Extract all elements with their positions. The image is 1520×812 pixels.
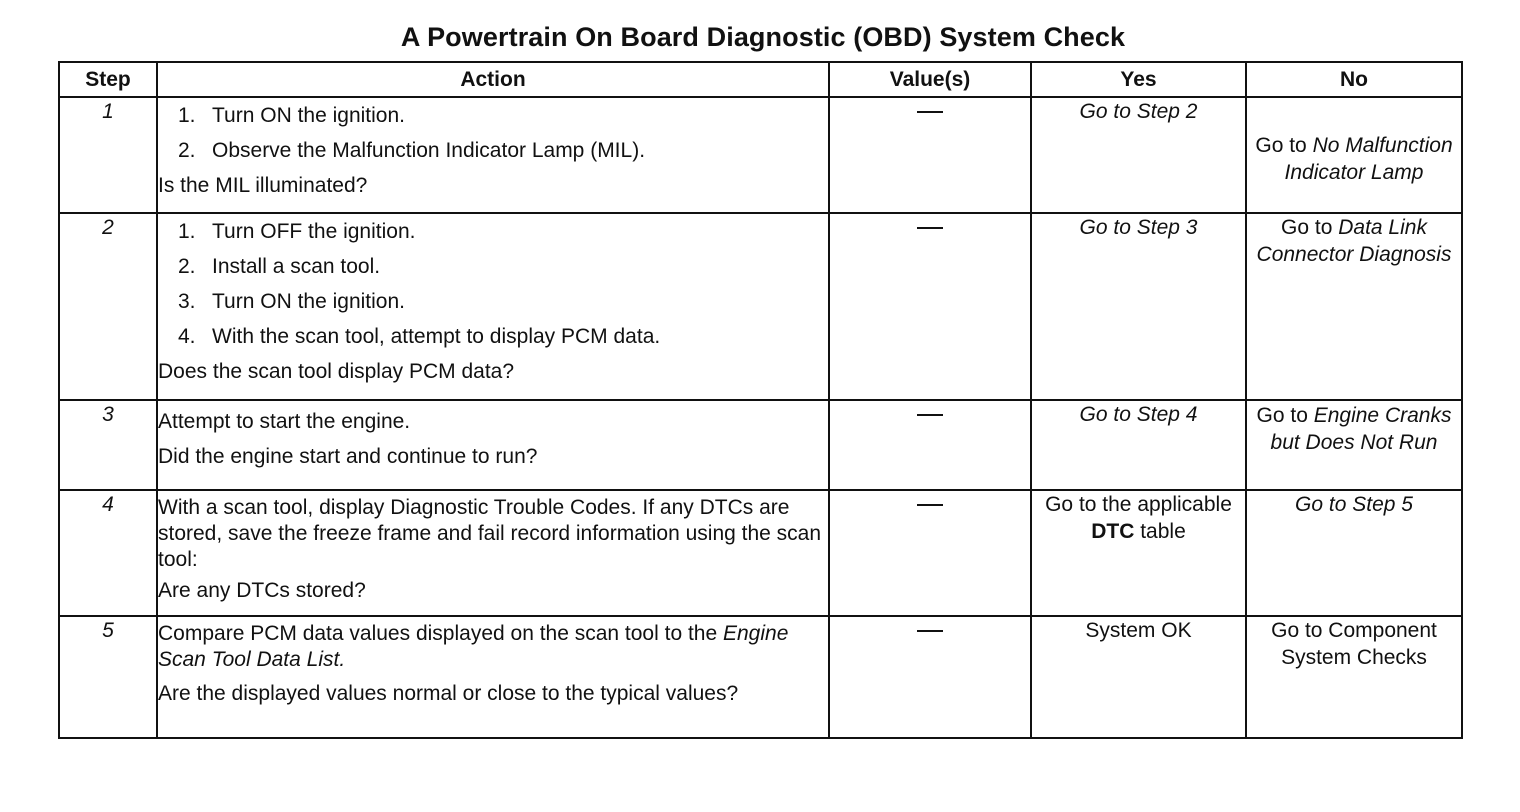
value-cell	[829, 213, 1031, 400]
action-item-text: With the scan tool, attempt to display PCM data.	[212, 325, 661, 348]
yes-text: Go to Step 3	[1079, 216, 1198, 239]
table-row-step-2	[59, 213, 1462, 400]
value-dash	[917, 630, 943, 632]
action-item-text: Turn OFF the ignition.	[212, 220, 416, 243]
action-question: Are the displayed values normal or close to the typical values?	[158, 682, 739, 705]
table-row-step-1	[59, 97, 1462, 213]
action-item	[178, 133, 828, 168]
value-cell	[829, 616, 1031, 738]
no-text-prefix: Go to	[1256, 404, 1314, 427]
yes-text-table: table	[1134, 520, 1186, 543]
yes-text: Go to the applicable	[1045, 493, 1232, 516]
value-cell	[829, 400, 1031, 490]
header-step: Step	[59, 62, 157, 97]
no-cell	[1246, 400, 1462, 490]
no-cell	[1246, 213, 1462, 400]
action-item	[178, 249, 828, 284]
action-question: Does the scan tool display PCM data?	[158, 360, 515, 383]
step-number: 2	[59, 213, 157, 400]
action-text: Attempt to start the engine.	[158, 410, 411, 433]
value-cell	[829, 490, 1031, 616]
no-cell	[1246, 490, 1462, 616]
yes-text: Go to Step 4	[1079, 403, 1198, 426]
yes-text: System OK	[1085, 619, 1192, 642]
action-cell	[157, 400, 829, 490]
value-dash	[917, 504, 943, 506]
action-question: Did the engine start and continue to run?	[158, 445, 538, 468]
step-number: 4	[59, 490, 157, 616]
value-dash	[917, 227, 943, 229]
no-text-link: Engine Cranks but Does Not Run	[1270, 404, 1452, 454]
action-item	[178, 319, 828, 354]
no-text-link: No Malfunction Indicator Lamp	[1284, 134, 1453, 184]
no-text-prefix: Go to	[1255, 134, 1313, 157]
table-row-step-3	[59, 400, 1462, 490]
action-text	[158, 621, 828, 673]
table-row-step-4	[59, 490, 1462, 616]
action-list	[158, 214, 828, 354]
step-number: 5	[59, 616, 157, 738]
yes-cell	[1031, 97, 1246, 213]
header-values: Value(s)	[829, 62, 1031, 97]
action-item-number: 2.	[178, 255, 196, 278]
yes-cell	[1031, 400, 1246, 490]
action-item-text: Observe the Malfunction Indicator Lamp (MIL).	[212, 139, 646, 162]
action-item	[178, 284, 828, 319]
action-text-prefix: Compare PCM data values displayed on the scan tool to the	[158, 622, 723, 645]
action-item-number: 1.	[178, 220, 196, 243]
action-question: Are any DTCs stored?	[158, 579, 366, 602]
action-item	[178, 214, 828, 249]
action-cell	[157, 97, 829, 213]
yes-text-dtc: DTC	[1091, 520, 1135, 543]
yes-cell	[1031, 213, 1246, 400]
action-item-number: 2.	[178, 139, 196, 162]
action-list	[158, 98, 828, 168]
action-cell	[157, 490, 829, 616]
value-cell	[829, 97, 1031, 213]
action-item-text: Turn ON the ignition.	[212, 290, 405, 313]
action-item-number: 1.	[178, 104, 196, 127]
yes-cell	[1031, 490, 1246, 616]
action-text-reference: Engine Scan Tool Data List.	[158, 622, 789, 671]
no-cell	[1246, 97, 1462, 213]
yes-cell	[1031, 616, 1246, 738]
action-item-text: Install a scan tool.	[212, 255, 381, 278]
no-text-link: Data Link Connector Diagnosis	[1256, 216, 1452, 266]
header-row	[59, 62, 1462, 97]
no-cell	[1246, 616, 1462, 738]
header-action: Action	[157, 62, 829, 97]
action-question: Is the MIL illuminated?	[158, 174, 368, 197]
step-number: 1	[59, 97, 157, 213]
action-item	[178, 98, 828, 133]
action-cell	[157, 616, 829, 738]
document-title: A Powertrain On Board Diagnostic (OBD) System Check	[400, 22, 1126, 52]
action-text: With a scan tool, display Diagnostic Trouble Codes. If any DTCs are stored, save the freeze frame and fail record information using the scan tool:	[158, 496, 822, 571]
action-item-number: 3.	[178, 290, 196, 313]
table-row-step-5	[59, 616, 1462, 738]
value-dash	[917, 414, 943, 416]
action-item-text: Turn ON the ignition.	[212, 104, 405, 127]
yes-text: Go to Step 2	[1079, 100, 1198, 123]
diagnostic-table	[58, 61, 1463, 739]
header-yes: Yes	[1031, 62, 1246, 97]
action-cell	[157, 213, 829, 400]
no-text: Go to Step 5	[1295, 493, 1413, 516]
value-dash	[917, 111, 943, 113]
no-text-prefix: Go to	[1281, 216, 1339, 239]
step-number: 3	[59, 400, 157, 490]
action-item-number: 4.	[178, 325, 196, 348]
no-text: Go to Component System Checks	[1271, 619, 1437, 669]
header-no: No	[1246, 62, 1462, 97]
